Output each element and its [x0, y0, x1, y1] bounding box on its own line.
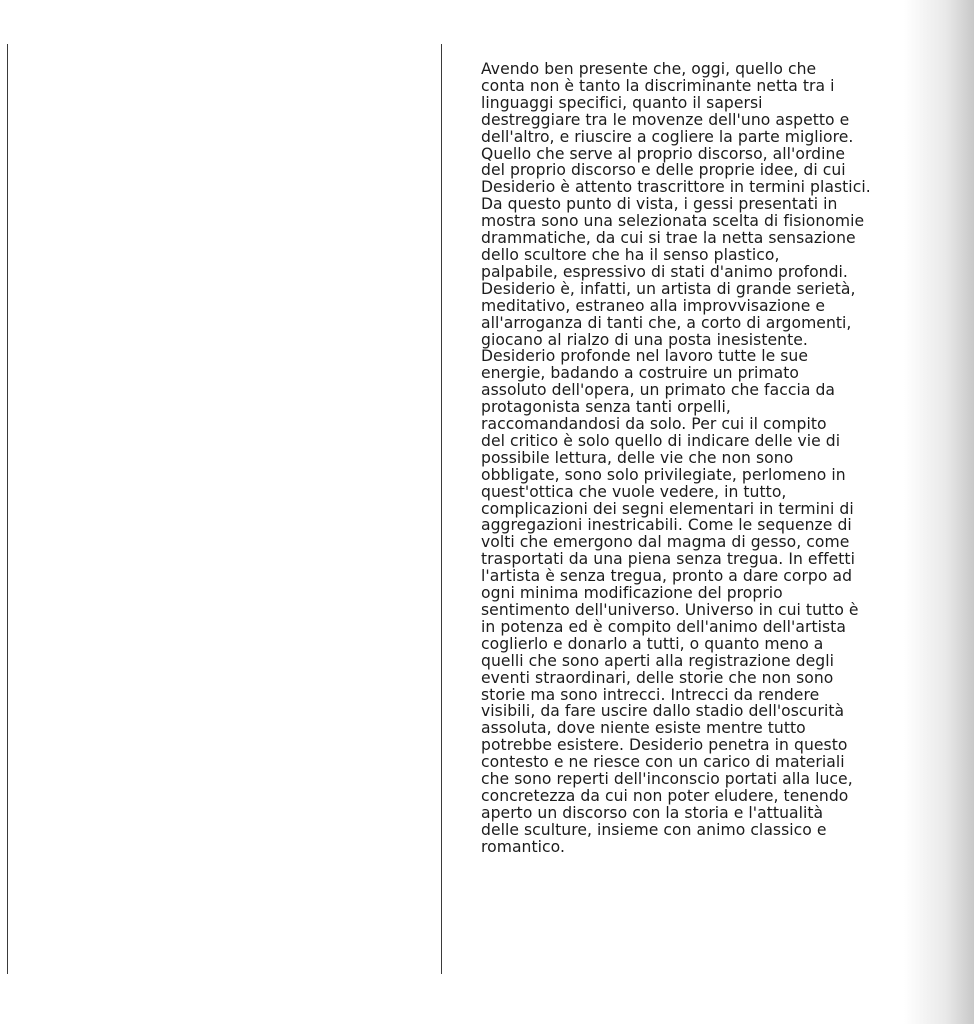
text-line: aperto un discorso con la storia e l'attualità [481, 803, 824, 822]
text-line: dello scultore che ha il senso plastico, [481, 245, 780, 264]
text-line: trasportati da una piena senza tregua. In effetti [481, 550, 855, 569]
text-line: romantico. [481, 837, 565, 856]
text-line: complicazioni dei segni elementari in termini di [481, 499, 854, 518]
text-line: Quello che serve al proprio discorso, all'ordine [481, 144, 846, 163]
text-line: energie, badando a costruire un primato [481, 364, 799, 383]
text-line: protagonista senza tanti orpelli, [481, 398, 731, 417]
text-line: contesto e ne riesce con un carico di materiali [481, 753, 845, 772]
text-line: del critico è solo quello di indicare delle vie di [481, 431, 841, 450]
text-line: mostra sono una selezionata scelta di fisionomie [481, 212, 865, 231]
body-text [481, 61, 951, 856]
left-margin-rule [7, 44, 8, 974]
text-line: quelli che sono aperti alla registrazione degli [481, 651, 834, 670]
text-line: concretezza da cui non poter eludere, tenendo [481, 786, 849, 805]
text-line: all'arroganza di tanti che, a corto di argomenti, [481, 313, 852, 332]
text-line: l'artista è senza tregua, pronto a dare corpo ad [481, 567, 853, 586]
text-line: eventi straordinari, delle storie che non sono [481, 668, 834, 687]
text-line: Avendo ben presente che, oggi, quello che [481, 60, 817, 78]
text-line: raccomandandosi da solo. Per cui il compito [481, 415, 827, 434]
text-line: assoluto dell'opera, un primato che faccia da [481, 381, 835, 400]
text-line: obbligate, sono solo privilegiate, perlomeno in [481, 465, 846, 484]
text-line: linguaggi specifici, quanto il sapersi [481, 93, 763, 112]
text-line: drammatiche, da cui si trae la netta sensazione [481, 229, 856, 248]
center-fold-rule [441, 44, 442, 974]
text-line: meditativo, estraneo alla improvvisazione e [481, 296, 826, 315]
text-line: giocano al rialzo di una posta inesistente. [481, 330, 808, 349]
text-line: delle sculture, insieme con animo classico e [481, 820, 827, 839]
text-line: conta non è tanto la discriminante netta tra i [481, 76, 835, 95]
text-line: Da questo punto di vista, i gessi presentati in [481, 195, 838, 214]
text-line: volti che emergono dal magma di gesso, come [481, 533, 850, 552]
text-line: coglierlo e donarlo a tutti, o quanto meno a [481, 634, 824, 653]
text-line: dell'altro, e riuscire a cogliere la parte migliore. [481, 127, 854, 146]
text-line: visibili, da fare uscire dallo stadio dell'oscurità [481, 702, 845, 721]
text-line: Desiderio è, infatti, un artista di grande serietà, [481, 279, 856, 298]
text-line: che sono reperti dell'inconscio portati alla luce, [481, 770, 853, 789]
text-line: possibile lettura, delle vie che non sono [481, 448, 794, 467]
text-line: Desiderio profonde nel lavoro tutte le sue [481, 347, 809, 366]
text-line: storie ma sono intrecci. Intrecci da rendere [481, 685, 820, 704]
text-line: in potenza ed è compito dell'animo dell'artista [481, 617, 846, 636]
text-line: destreggiare tra le movenze dell'uno aspetto e [481, 110, 850, 129]
text-line: sentimento dell'universo. Universo in cui tutto è [481, 601, 859, 619]
text-line: potrebbe esistere. Desiderio penetra in questo [481, 736, 848, 755]
text-line: assoluta, dove niente esiste mentre tutto [481, 719, 806, 738]
text-line: quest'ottica che vuole vedere, in tutto, [481, 482, 787, 501]
text-line: palpabile, espressivo di stati d'animo profondi. [481, 262, 848, 281]
text-line: aggregazioni inestricabili. Come le sequenze di [481, 516, 852, 535]
text-line: del proprio discorso e delle proprie idee, di cui [481, 161, 846, 180]
text-line: Desiderio è attento trascrittore in termini plastici. [481, 178, 871, 197]
text-line: ogni minima modificazione del proprio [481, 584, 783, 603]
